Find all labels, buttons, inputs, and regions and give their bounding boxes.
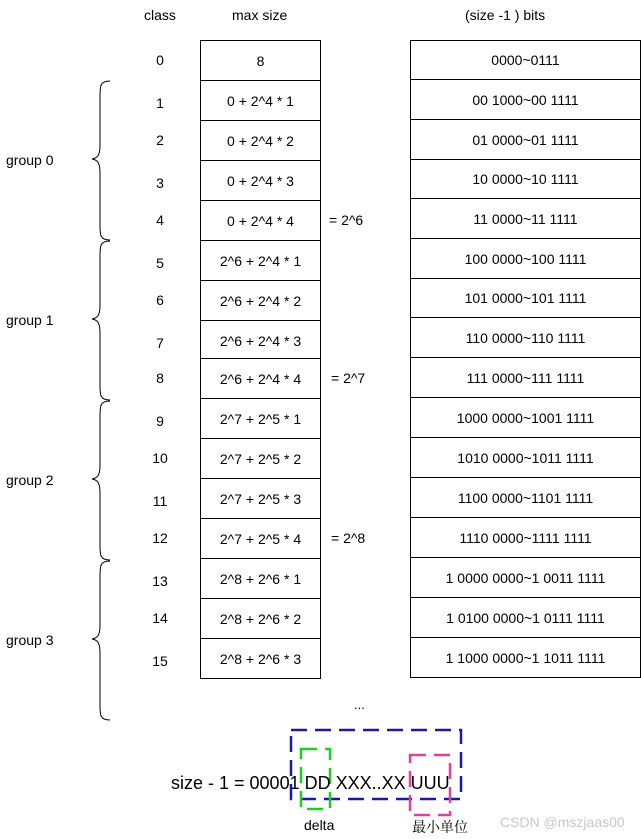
bits-cell-10: 1010 0000~1011 1111 — [410, 437, 641, 478]
class-label-12: 12 — [152, 530, 168, 546]
max-size-cell-9: 2^7 + 2^5 * 1 — [200, 398, 321, 439]
class-label-10: 10 — [152, 450, 168, 466]
max-size-cell-0: 8 — [200, 40, 321, 81]
bits-cell-2: 01 0000~01 1111 — [410, 119, 641, 160]
max-size-cell-13: 2^8 + 2^6 * 1 — [200, 558, 321, 599]
equals-annotation-2-6: = 2^6 — [329, 212, 364, 228]
equals-annotation-2-8: = 2^8 — [331, 530, 366, 546]
class-label-0: 0 — [156, 52, 164, 68]
group-label-0: group 0 — [6, 152, 54, 168]
class-label-7: 7 — [156, 335, 164, 351]
max-size-cell-10: 2^7 + 2^5 * 2 — [200, 438, 321, 479]
bits-cell-8: 111 0000~111 1111 — [410, 357, 641, 398]
class-label-11: 11 — [152, 493, 168, 509]
bits-cell-4: 11 0000~11 1111 — [410, 198, 641, 239]
max-size-column-header: max size — [232, 7, 288, 23]
class-label-8: 8 — [156, 370, 164, 386]
max-size-cell-2: 0 + 2^4 * 2 — [200, 120, 321, 161]
class-label-15: 15 — [152, 653, 168, 669]
bits-cell-1: 00 1000~00 1111 — [410, 79, 641, 120]
max-size-cell-14: 2^8 + 2^6 * 2 — [200, 598, 321, 639]
min-unit-caption: 最小单位 — [412, 819, 468, 835]
group-label-3: group 3 — [6, 632, 54, 648]
class-label-2: 2 — [156, 132, 164, 148]
group-brace-0 — [92, 81, 110, 240]
max-size-cell-7: 2^6 + 2^4 * 3 — [200, 320, 321, 361]
bits-cell-9: 1000 0000~1001 1111 — [410, 397, 641, 438]
bits-cell-5: 100 0000~100 1111 — [410, 238, 641, 279]
bits-cell-7: 110 0000~110 1111 — [410, 317, 641, 358]
class-label-4: 4 — [156, 212, 164, 228]
bits-cell-0: 0000~0111 — [410, 40, 641, 80]
max-size-cell-4: 0 + 2^4 * 4 — [200, 200, 321, 241]
max-size-cell-11: 2^7 + 2^5 * 3 — [200, 478, 321, 519]
max-size-cell-5: 2^6 + 2^4 * 1 — [200, 240, 321, 281]
delta-caption: delta — [304, 817, 335, 833]
max-size-cell-6: 2^6 + 2^4 * 2 — [200, 280, 321, 321]
bits-cell-14: 1 0100 0000~1 0111 1111 — [410, 597, 641, 638]
class-column-header: class — [144, 7, 176, 23]
bits-cell-13: 1 0000 0000~1 0011 1111 — [410, 557, 641, 598]
equals-annotation-2-7: = 2^7 — [331, 370, 366, 386]
class-label-5: 5 — [156, 255, 164, 271]
class-label-9: 9 — [156, 413, 164, 429]
group-brace-2 — [92, 401, 110, 560]
bits-cell-15: 1 1000 0000~1 1011 1111 — [410, 637, 641, 678]
class-label-14: 14 — [152, 610, 168, 626]
max-size-cell-12: 2^7 + 2^5 * 4 — [200, 518, 321, 559]
bits-cell-12: 1110 0000~1111 1111 — [410, 517, 641, 558]
bits-cell-6: 101 0000~101 1111 — [410, 278, 641, 318]
class-label-3: 3 — [156, 175, 164, 191]
group-brace-3 — [92, 561, 110, 720]
class-label-13: 13 — [152, 573, 168, 589]
watermark: CSDN @mszjaas00 — [500, 814, 625, 830]
group-brace-1 — [92, 241, 110, 400]
group-label-1: group 1 — [6, 312, 54, 328]
class-label-6: 6 — [156, 292, 164, 308]
max-size-cell-3: 0 + 2^4 * 3 — [200, 160, 321, 201]
class-label-1: 1 — [156, 95, 164, 111]
ellipsis: ... — [354, 697, 365, 712]
group-label-2: group 2 — [6, 472, 54, 488]
size-encoding-formula: size - 1 = 00001 DD XXX..XX UUU — [171, 773, 450, 793]
bits-cell-11: 1100 0000~1101 1111 — [410, 477, 641, 518]
bits-cell-3: 10 0000~10 1111 — [410, 159, 641, 199]
max-size-cell-8: 2^6 + 2^4 * 4 — [200, 358, 321, 399]
bits-column-header: (size -1 ) bits — [465, 7, 546, 23]
max-size-cell-15: 2^8 + 2^6 * 3 — [200, 638, 321, 679]
max-size-cell-1: 0 + 2^4 * 1 — [200, 80, 321, 121]
